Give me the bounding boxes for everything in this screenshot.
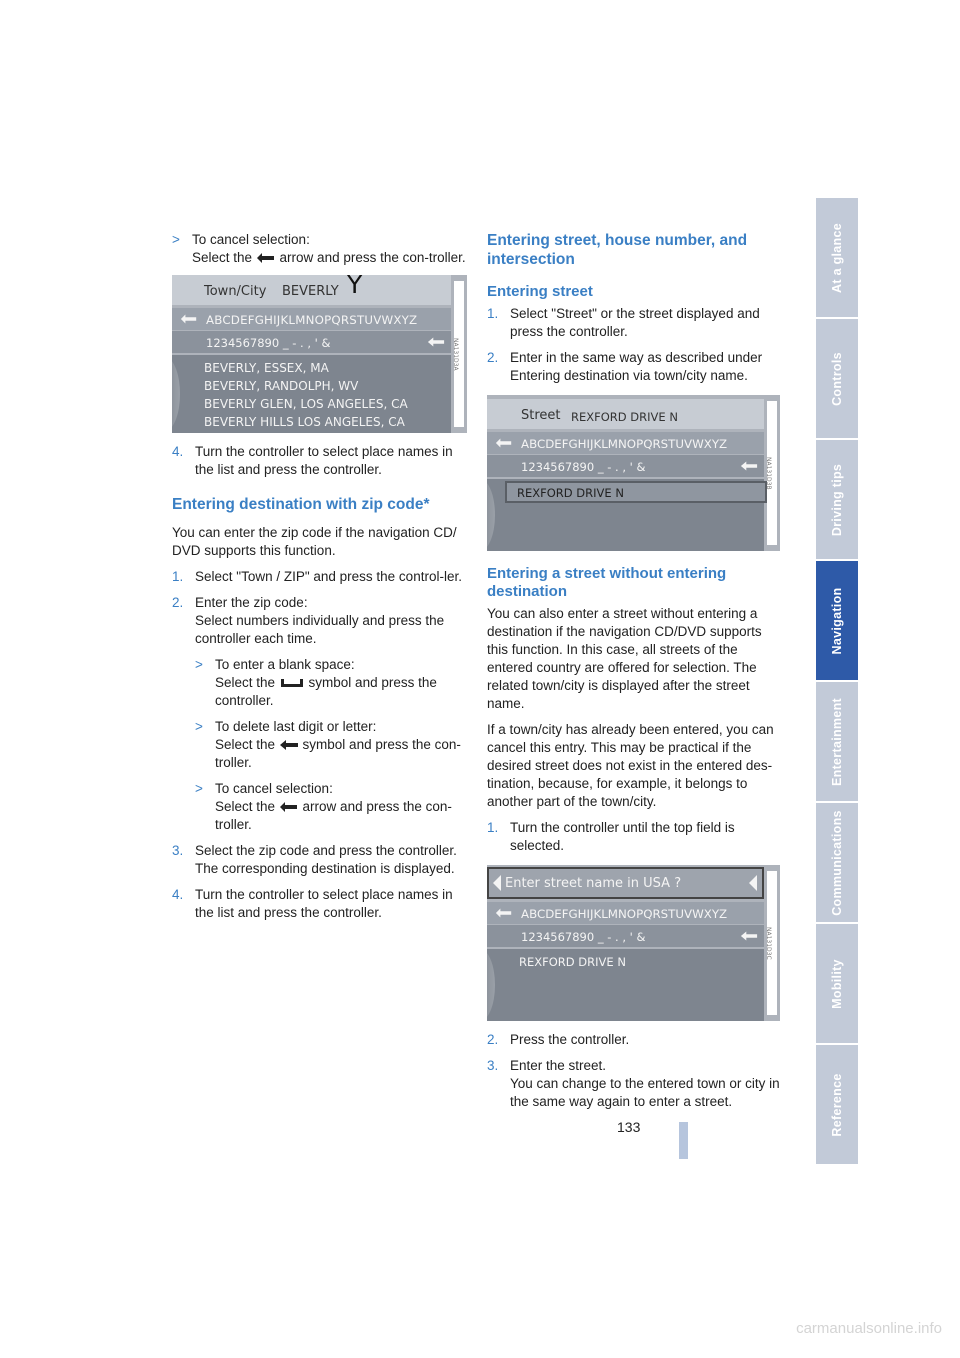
tab-navigation[interactable]: Navigation xyxy=(816,561,858,680)
controller-wheel xyxy=(172,357,180,431)
delete-bullet: > To delete last digit or letter: Select the symbol and press the con-troller. xyxy=(195,719,461,770)
left-triangle-icon xyxy=(492,874,502,892)
field-value: REXFORD DRIVE N xyxy=(571,410,678,424)
controller-wheel xyxy=(487,949,495,1021)
space-symbol-icon xyxy=(279,677,305,689)
no-destination-step-1: 1. Turn the controller until the top field is selected. xyxy=(487,820,735,853)
zip-step-2: 2. Enter the zip code: Select numbers individually and press the controller each time. xyxy=(172,595,445,646)
bullet-title: To cancel selection: xyxy=(192,232,310,247)
tab-controls[interactable]: Controls xyxy=(816,319,858,438)
image-code: NA131D3B xyxy=(767,401,777,545)
bullet-marker: > xyxy=(172,232,180,247)
street-screenshot xyxy=(487,395,780,551)
step-4: 4. Turn the controller to select place names in the list and press the controller. xyxy=(172,444,453,477)
alphabet: ABCDEFGHIJKLMNOPQRSTUVWXYZ xyxy=(206,313,418,327)
digits: 1234567890 _ - . , ' & xyxy=(521,930,646,944)
no-destination-step-3: 3. Enter the street. You can change to the entered town or city in the same way again to enter a street. xyxy=(487,1058,780,1109)
field-label: Town/City xyxy=(204,284,267,299)
tab-mobility[interactable]: Mobility xyxy=(816,924,858,1043)
page-number: 133 xyxy=(617,1119,641,1135)
delete-arrow-icon xyxy=(740,460,758,472)
digits: 1234567890 _ - . , ' & xyxy=(206,336,331,350)
zip-intro: You can enter the zip code if the navigation CD/ DVD supports this function. xyxy=(172,525,457,558)
no-destination-heading: Entering a street without entering destination xyxy=(487,565,727,600)
street-heading: Entering street xyxy=(487,283,593,300)
digits-row xyxy=(172,331,451,353)
street-step-2: 2. Enter in the same way as described under Entering destination via town/city name. xyxy=(487,350,763,383)
list-item: BEVERLY, ESSEX, MA xyxy=(204,361,329,375)
field-value: BEVERLY xyxy=(282,284,339,299)
chapter-tabs xyxy=(816,198,858,1166)
selected-letter: Y xyxy=(347,275,363,299)
tab-at-a-glance[interactable]: At a glance xyxy=(816,198,858,317)
zip-step-1: 1. Select "Town / ZIP" and press the control-ler. xyxy=(172,569,462,584)
blank-space-bullet: > To enter a blank space: Select the symbol and press the controller. xyxy=(195,657,437,708)
no-destination-step-2: 2. Press the controller. xyxy=(487,1032,630,1047)
image-code: NA131D3C xyxy=(767,871,777,1015)
tab-reference[interactable]: Reference xyxy=(816,1045,858,1164)
page-marker-bar xyxy=(679,1122,688,1159)
street-step-1: 1. Select "Street" or the street displayed and press the controller. xyxy=(487,306,760,339)
digits: 1234567890 _ - . , ' & xyxy=(521,460,646,474)
zip-heading: Entering destination with zip code* xyxy=(172,496,430,513)
zip-step-4: 4. Turn the controller to select place names in the list and press the controller. xyxy=(172,887,453,920)
no-destination-paragraph-1: You can also enter a street without entering a destination if the navigation CD/DVD supports this function. In this case, all streets of the entered country are offered for selection. The related town/city is displayed after the street name. xyxy=(487,606,762,711)
no-destination-paragraph-2: If a town/city has already been entered, you can cancel this entry. This may be practical if the desired street does not exist in the entered des-tination, because, for example, it belongs to another part of the town/city. xyxy=(487,722,774,809)
delete-arrow-icon xyxy=(740,930,758,942)
main-heading: Entering street, house number, and intersection xyxy=(487,232,748,268)
cancel-selection-bullet: > To cancel selection: Select the arrow and press the con-troller. xyxy=(195,781,452,832)
cancel-selection-bullet xyxy=(172,231,467,267)
place-list xyxy=(172,355,451,433)
list-item: BEVERLY, RANDOLPH, WV xyxy=(204,379,359,393)
delete-arrow-icon xyxy=(427,336,445,348)
street-list xyxy=(487,479,764,551)
alphabet-row xyxy=(487,902,764,924)
back-arrow-icon xyxy=(256,252,276,264)
town-city-screenshot xyxy=(172,275,467,433)
left-column xyxy=(172,231,467,930)
input-field-bar xyxy=(172,275,451,305)
delete-arrow-icon xyxy=(279,739,299,751)
alphabet-row xyxy=(487,432,764,454)
list-item: BEVERLY HILLS LOS ANGELES, CA xyxy=(204,415,405,429)
street-list xyxy=(487,949,764,1021)
right-column xyxy=(487,231,780,1119)
zip-step-3: 3. Select the zip code and press the controller. The corresponding destination is displayed. xyxy=(172,843,457,876)
prompt-text: Enter street name in USA ? xyxy=(505,876,682,891)
digits-row xyxy=(487,455,764,477)
controller-wheel xyxy=(487,479,495,551)
tab-communications[interactable]: Communications xyxy=(816,803,858,922)
image-code: NA131D3A xyxy=(454,281,464,427)
enter-street-screenshot xyxy=(487,865,780,1021)
footer-watermark: carmanualsonline.info xyxy=(796,1320,942,1337)
tab-entertainment[interactable]: Entertainment xyxy=(816,682,858,801)
left-triangle-icon xyxy=(748,874,758,892)
list-item: REXFORD DRIVE N xyxy=(519,955,626,969)
selected-list-item: REXFORD DRIVE N xyxy=(505,481,767,503)
alphabet: ABCDEFGHIJKLMNOPQRSTUVWXYZ xyxy=(521,437,728,451)
back-arrow-icon xyxy=(279,801,299,813)
tab-driving-tips[interactable]: Driving tips xyxy=(816,440,858,559)
input-field-bar xyxy=(487,399,764,429)
back-arrow-icon xyxy=(495,437,513,449)
bullet-text: Select the arrow and press the con-troller. xyxy=(192,250,466,265)
back-arrow-icon xyxy=(495,907,513,919)
digits-row xyxy=(487,925,764,947)
prompt-bar xyxy=(487,867,764,899)
alphabet: ABCDEFGHIJKLMNOPQRSTUVWXYZ xyxy=(521,907,728,921)
field-label: Street xyxy=(521,408,561,423)
back-arrow-icon xyxy=(180,313,198,325)
list-item: BEVERLY GLEN, LOS ANGELES, CA xyxy=(204,397,408,411)
alphabet-row xyxy=(172,308,451,330)
